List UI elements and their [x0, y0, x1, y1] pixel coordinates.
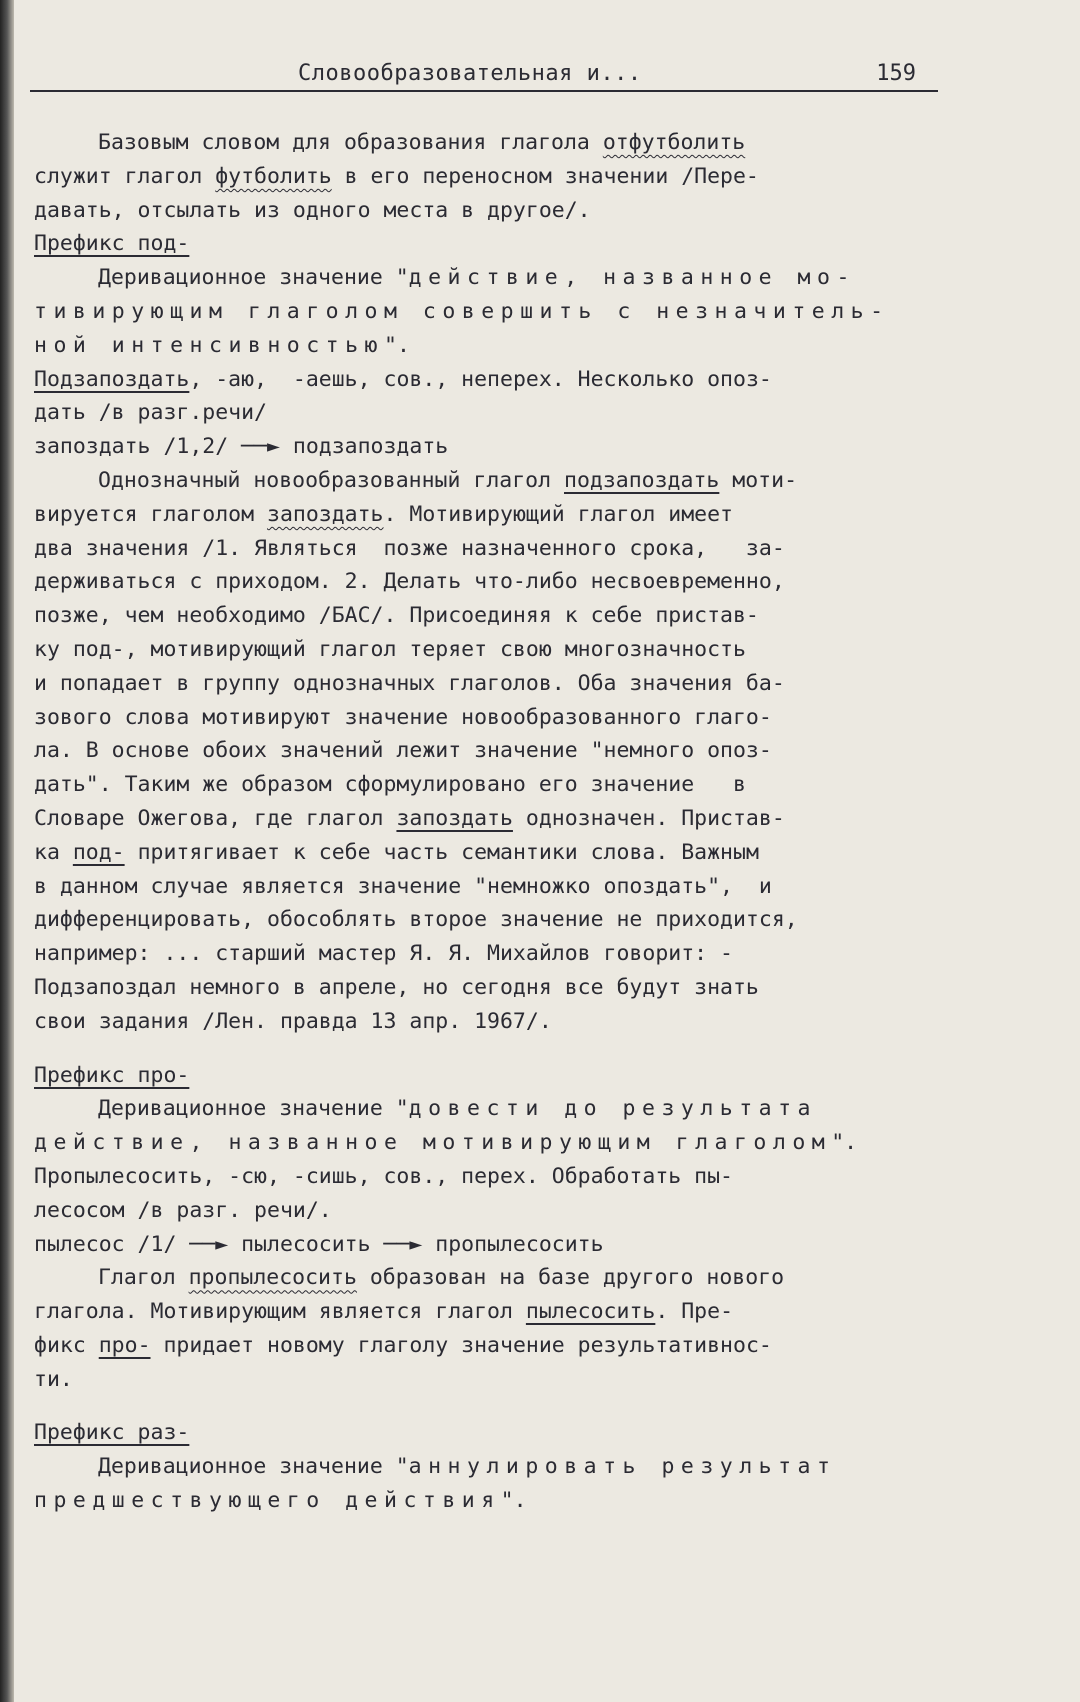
text-segment: вируется глаголом: [34, 501, 267, 527]
text-line: [34, 160, 964, 194]
underlined-term: запоздать: [396, 805, 513, 831]
text-line: [34, 329, 964, 363]
spaced-definition: довести до результата: [408, 1096, 817, 1122]
text-segment: свои задания /Лен. правда 13 апр. 1967/.: [34, 1008, 552, 1034]
underlined-term: Подзапоздать: [34, 366, 190, 392]
text-line: [34, 1126, 964, 1160]
text-line: [34, 1092, 964, 1126]
page-number: 159: [876, 61, 916, 86]
text-segment: давать, отсылать из одного места в другое/.: [34, 197, 591, 223]
text-line: [34, 194, 964, 228]
text-segment: моти-: [719, 467, 798, 493]
text-line: [34, 1329, 964, 1363]
text-segment: зового слова мотивируют значение новообразованного глаго-: [34, 704, 772, 730]
paragraph-gap: [34, 1396, 964, 1416]
text-segment: образован на базе другого нового: [356, 1265, 785, 1291]
text-line: [34, 1194, 964, 1228]
text-line: [34, 227, 964, 261]
text-line: [34, 261, 964, 295]
text-segment: притягивает к себе часть семантики слова. Важным: [124, 839, 759, 865]
text-segment: придает новому глаголу значение результативнос-: [150, 1332, 772, 1358]
text-segment: дать". Таким же образом сформулировано его значение в: [34, 772, 746, 798]
spaced-definition: аннулировать результат: [408, 1454, 837, 1480]
text-segment: пылесос /1/ ──► пылесосить ──► пропылесосить: [34, 1231, 604, 1257]
wavy-underlined-term: пропылесосить: [188, 1265, 357, 1291]
underlined-term: Префикс под-: [34, 231, 190, 257]
text-segment: позже, чем необходимо /БАС/. Присоединяя к себе пристав-: [34, 603, 759, 629]
text-line: [34, 667, 964, 701]
text-segment: фикс: [34, 1332, 99, 1358]
text-segment: Пропылесосить, -сю, -сишь, сов., перех. Обработать пы-: [34, 1163, 733, 1189]
text-segment: дифференцировать, обособлять второе значение не приходится,: [34, 907, 798, 933]
text-line: [34, 363, 964, 397]
text-segment: , -аю, -аешь, сов., неперех. Несколько опоз-: [189, 366, 772, 392]
text-line: [34, 1261, 964, 1295]
text-segment: держиваться с приходом. 2. Делать что-либо несвоевременно,: [34, 569, 785, 595]
text-line: [34, 937, 964, 971]
text-segment: служит глагол: [34, 163, 216, 189]
wavy-underlined-term: отфутболить: [602, 130, 746, 155]
text-segment: лесосом /в разг. речи/.: [34, 1197, 332, 1223]
underlined-term: Префикс раз-: [34, 1420, 190, 1446]
text-line: [34, 126, 964, 160]
text-line: [34, 802, 964, 836]
text-segment: два значения /1. Являться позже назначенного срока, за-: [34, 535, 785, 561]
text-segment: Подзапоздал немного в апреле, но сегодня все будут знать: [34, 974, 759, 1000]
text-line: [34, 633, 964, 667]
text-segment: глагола. Мотивирующим является глагол: [34, 1299, 526, 1325]
text-segment: ку под-, мотивирующий глагол теряет свою многозначность: [34, 636, 746, 662]
text-line: [34, 1416, 964, 1450]
text-line: [34, 1160, 964, 1194]
text-line: [34, 464, 964, 498]
spaced-definition: тивирующим глаголом совершить с незначитель-: [34, 298, 890, 324]
text-segment: однозначен. Пристав-: [512, 805, 785, 831]
text-line: [34, 565, 964, 599]
text-segment: в его переносном значении /Пере-: [331, 163, 759, 189]
text-segment: Деривационное значение ": [98, 1096, 409, 1122]
text-line: [34, 498, 964, 532]
text-segment: . Мотивирующий глагол имеет: [383, 501, 733, 527]
text-segment: Деривационное значение ": [98, 265, 409, 291]
text-line: [34, 870, 964, 904]
spaced-definition: ной интенсивностью: [34, 332, 384, 358]
text-line: [34, 1005, 964, 1039]
text-segment: и попадает в группу однозначных глаголов. Оба значения ба-: [34, 670, 785, 696]
page-body-text: [34, 126, 964, 1518]
underlined-term: подзапоздать: [564, 467, 720, 493]
text-segment: Деривационное значение ": [98, 1454, 409, 1480]
text-segment: Словаре Ожегова, где глагол: [34, 805, 397, 831]
text-line: [34, 295, 964, 329]
text-segment: ".: [384, 332, 410, 358]
running-head: [30, 58, 938, 92]
text-line: [34, 1450, 964, 1484]
underlined-term: пылесосить: [525, 1299, 656, 1325]
text-segment: ти.: [34, 1366, 73, 1392]
underlined-term: Префикс про-: [34, 1062, 190, 1088]
text-segment: ка: [34, 839, 73, 865]
text-segment: дать /в разг.речи/: [34, 400, 267, 426]
spaced-definition: действие, названное мотивирующим глаголом: [34, 1130, 832, 1156]
text-segment: ".: [500, 1488, 527, 1514]
text-line: [34, 430, 964, 464]
text-line: [34, 1295, 964, 1329]
text-segment: Базовым словом для образования глагола: [98, 130, 603, 155]
spaced-definition: предшествующего действия: [34, 1488, 501, 1514]
text-line: [34, 903, 964, 937]
text-line: [34, 701, 964, 735]
underlined-term: под-: [72, 839, 125, 865]
text-line: [34, 1363, 964, 1397]
book-binding-edge: [0, 0, 14, 1702]
text-segment: в данном случае является значение "немножко опоздать", и: [34, 873, 772, 899]
text-line: [34, 836, 964, 870]
text-line: [34, 768, 964, 802]
text-segment: ла. В основе обоих значений лежит значение "немного опоз-: [34, 738, 772, 764]
text-segment: . Пре-: [655, 1299, 734, 1325]
text-segment: например: ... старший мастер Я. Я. Михайлов говорит: -: [34, 941, 733, 967]
text-segment: ".: [831, 1130, 858, 1156]
text-segment: запоздать /1,2/ ──► подзапоздать: [34, 434, 449, 460]
text-line: [34, 971, 964, 1005]
text-line: [34, 1228, 964, 1262]
wavy-underlined-term: футболить: [215, 163, 332, 189]
text-line: [34, 734, 964, 768]
running-head-title: Словообразовательная и...: [298, 61, 642, 86]
paragraph-gap: [34, 1039, 964, 1059]
text-line: [34, 1059, 964, 1093]
spaced-definition: действие, названное мо-: [408, 265, 856, 291]
wavy-underlined-term: запоздать: [267, 501, 384, 527]
text-line: [34, 599, 964, 633]
text-segment: Однозначный новообразованный глагол: [98, 467, 564, 493]
text-line: [34, 1484, 964, 1518]
underlined-term: про-: [98, 1332, 151, 1358]
text-line: [34, 532, 964, 566]
text-line: [34, 396, 964, 430]
text-segment: Глагол: [98, 1265, 189, 1291]
